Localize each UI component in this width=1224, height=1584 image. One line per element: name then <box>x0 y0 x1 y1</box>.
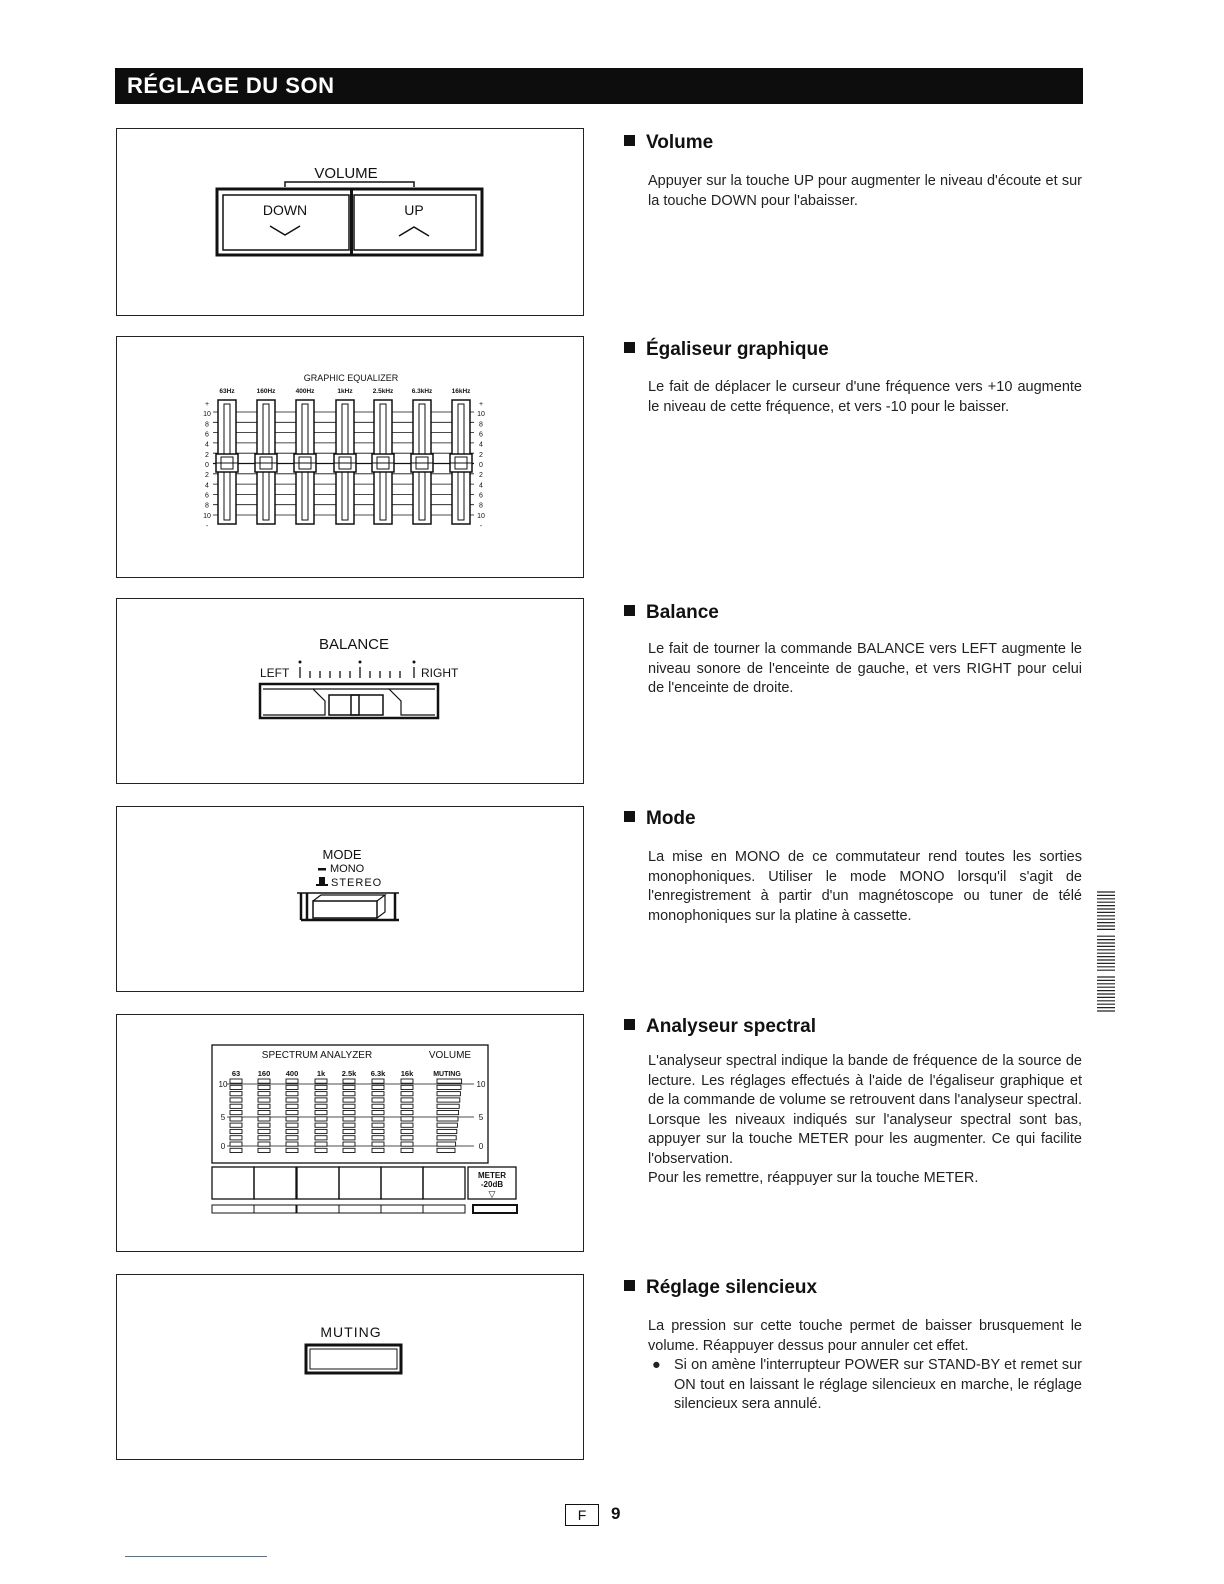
meter-arrow-icon: ▽ <box>488 1189 496 1199</box>
eq-slider[interactable] <box>411 400 433 524</box>
spectrum-band-meter <box>258 1079 270 1153</box>
spectrum-panel-button[interactable] <box>339 1167 381 1199</box>
mode-switch[interactable] <box>297 893 399 920</box>
mode-mono-label: MONO <box>330 863 365 875</box>
eq-band-label: 400Hz <box>295 388 315 395</box>
spectrum-panel-button[interactable] <box>254 1167 296 1199</box>
eq-scale-left-label: 8 <box>205 502 209 510</box>
eq-band-label: 16kHz <box>451 388 471 395</box>
spectrum-band-meter <box>286 1079 298 1153</box>
section-balance-body: Le fait de tourner la commande BALANCE vers LEFT augmente le niveau sonore de l'enceinte de gauche, et vers RIGHT pour celui de l'enceinte de droite. <box>648 641 1082 696</box>
eq-scale-left-label: 6 <box>205 431 209 439</box>
section-mode-body: La mise en MONO de ce commutateur rend toutes les sorties monophoniques. Utiliser le mode MONO lorsqu'il s'agit de l'enregistrement à partir d'un magnétoscope ou tuner de télé monophoniques sur la platine à cassette. <box>648 849 1082 924</box>
eq-scale-left-label: + <box>204 401 210 408</box>
section-volume-body: Appuyer sur la touche UP pour augmenter le niveau d'écoute et sur la touche DOWN pour l'abaisser. <box>648 173 1082 209</box>
spectrum-scale-right-label: 0 <box>478 1142 484 1151</box>
eq-scale-right-label: - <box>479 523 483 530</box>
bottom-rule <box>125 1556 267 1557</box>
spectrum-band-meter <box>372 1079 384 1153</box>
section-equalizer-body: Le fait de déplacer le curseur d'une fréquence vers +10 augmente le niveau de cette fréquence, et vers -10 pour le baisser. <box>648 379 1082 415</box>
spectrum-band-label: 400 <box>285 1069 299 1078</box>
balance-scale <box>300 667 414 678</box>
mode-stereo-label: STEREO <box>331 877 383 889</box>
spectrum-label: SPECTRUM ANALYZER <box>261 1050 373 1061</box>
section-volume-title: Volume <box>624 132 713 154</box>
spectrum-scale-right-label: 10 <box>476 1080 486 1089</box>
spectrum-panel-indicator <box>254 1205 296 1213</box>
spectrum-scale-left-label: 10 <box>218 1080 228 1089</box>
eq-scale-right-label: 2 <box>479 451 483 459</box>
eq-slider[interactable] <box>450 400 472 524</box>
spectrum-figure <box>116 1014 584 1252</box>
eq-band-label: 6.3kHz <box>411 388 433 395</box>
eq-scale-left-label: 0 <box>205 462 209 469</box>
section-muting-title: Réglage silencieux <box>624 1277 817 1299</box>
eq-scale-left-label: 8 <box>205 421 209 429</box>
section-spectrum-title: Analyseur spectral <box>624 1016 816 1038</box>
eq-slider[interactable] <box>372 400 394 524</box>
spectrum-panel-indicator <box>381 1205 423 1213</box>
muting-bullet: ● Si on amène l'interrupteur POWER sur STAND-BY et remet sur ON tout en laissant le réglage silencieux en marche, le réglage silencieux sera annulé. <box>652 1357 1082 1412</box>
eq-scale-left-label: 10 <box>203 512 211 520</box>
eq-slider[interactable] <box>255 400 277 524</box>
section-balance-title: Balance <box>624 602 719 624</box>
page-header <box>115 68 1083 104</box>
chevron-down-icon <box>270 226 300 235</box>
section-mode-title: Mode <box>624 808 696 830</box>
spectrum-band-label: 160 <box>257 1069 271 1078</box>
spectrum-scale-left-label: 0 <box>220 1142 226 1151</box>
section-equalizer-title: Égaliseur graphique <box>624 339 829 361</box>
eq-scale-left-label: 6 <box>205 492 209 500</box>
eq-scale-right-label: 0 <box>479 462 483 469</box>
volume-up-label: UP <box>404 202 424 218</box>
eq-scale-left-label: 2 <box>205 472 209 480</box>
equalizer-label: GRAPHIC EQUALIZER <box>303 373 399 383</box>
eq-scale-right-label: 10 <box>477 411 485 419</box>
balance-knob[interactable] <box>260 684 438 718</box>
eq-scale-right-label: 2 <box>479 472 483 480</box>
page-number-value: 9 <box>611 1504 621 1523</box>
spectrum-band-label: 2.5k <box>341 1069 357 1078</box>
eq-slider[interactable] <box>294 400 316 524</box>
meter-label: METER <box>478 1171 506 1180</box>
chevron-up-icon <box>399 227 429 236</box>
mode-figure <box>116 806 584 992</box>
eq-scale-right-label: 4 <box>479 482 483 490</box>
eq-band-label: 1kHz <box>337 388 353 395</box>
balance-figure <box>116 598 584 784</box>
meter-db-label: -20dB <box>480 1180 504 1189</box>
spectrum-band-label: 1k <box>316 1069 326 1078</box>
page-title: RÉGLAGE DU SON <box>127 73 335 98</box>
volume-label: VOLUME <box>314 165 378 182</box>
eq-slider[interactable] <box>334 400 356 524</box>
eq-scale-right-label: + <box>478 401 484 408</box>
eq-scale-right-label: 6 <box>479 492 483 500</box>
spectrum-panel-indicator <box>423 1205 465 1213</box>
eq-scale-left-label: 4 <box>205 441 209 449</box>
language-badge: F <box>565 1504 599 1526</box>
eq-scale-left-label: 2 <box>205 451 209 459</box>
spectrum-panel-button[interactable] <box>297 1167 339 1199</box>
section-muting-body: La pression sur cette touche permet de baisser brusquement le volume. Réappuyer dessus pour annuler cet effet. ● Si on amène l'interrupteur POWER sur STAND-BY et remet sur ON tout en laissant le réglage silencieux en marche, le réglage silencieux sera annulé. <box>648 1317 1082 1415</box>
spectrum-volume-label: VOLUME <box>428 1050 472 1061</box>
eq-slider[interactable] <box>216 400 238 524</box>
volume-down-label: DOWN <box>262 202 308 218</box>
spectrum-band-meter <box>343 1079 355 1153</box>
equalizer-figure <box>116 336 584 578</box>
spectrum-panel-button[interactable] <box>423 1167 465 1199</box>
muting-figure <box>116 1274 584 1460</box>
spectrum-volume-meter <box>437 1079 462 1153</box>
eq-scale-right-label: 4 <box>479 441 483 449</box>
eq-scale-left-label: 4 <box>205 482 209 490</box>
spectrum-scale-right-label: 5 <box>478 1113 484 1122</box>
spectrum-muting-label: MUTING <box>433 1071 461 1078</box>
mode-label: MODE <box>322 847 362 862</box>
spectrum-band-meter <box>230 1079 242 1153</box>
spectrum-band-label: 16k <box>400 1069 414 1078</box>
balance-right-label: RIGHT <box>421 666 459 680</box>
volume-figure <box>116 128 584 316</box>
eq-band-label: 63Hz <box>219 388 235 395</box>
meter-button[interactable] <box>468 1167 516 1199</box>
eq-scale-left-label: - <box>205 523 209 530</box>
spectrum-panel-button[interactable] <box>381 1167 423 1199</box>
spectrum-panel-indicator <box>297 1205 339 1213</box>
eq-scale-left-label: 10 <box>203 411 211 419</box>
section-spectrum-body: L'analyseur spectral indique la bande de fréquence de la source de lecture. Les réglages effectués à l'aide de l'égaliseur graphique et de la commande de volume se retrouvent dans l'analyseur spectral. Lorsque les niveaux indiqués sur l'analyseur spectral sont bas, appuyer sur la touche METER pour les augmenter. Ce qui facilite l'observation. Pour les remettre, réappuyer sur la touche METER. <box>648 1053 1082 1186</box>
eq-band-label: 2.5kHz <box>372 388 394 395</box>
balance-left-label: LEFT <box>260 666 290 680</box>
eq-scale-right-label: 6 <box>479 431 483 439</box>
eq-scale-right-label: 10 <box>477 512 485 520</box>
balance-label: BALANCE <box>318 636 390 653</box>
spectrum-band-meter <box>315 1079 327 1153</box>
eq-scale-right-label: 8 <box>479 502 483 510</box>
edge-index-marks <box>1097 890 1115 1016</box>
spectrum-band-meter <box>401 1079 413 1153</box>
spectrum-scale-left-label: 5 <box>220 1113 226 1122</box>
spectrum-band-label: 6.3k <box>370 1069 386 1078</box>
spectrum-panel-button[interactable] <box>212 1167 254 1199</box>
eq-scale-right-label: 8 <box>479 421 483 429</box>
spectrum-panel-indicator <box>212 1205 254 1213</box>
eq-band-label: 160Hz <box>256 388 276 395</box>
muting-label: MUTING <box>320 1324 382 1340</box>
spectrum-panel-indicator <box>339 1205 381 1213</box>
spectrum-band-label: 63 <box>231 1069 241 1078</box>
